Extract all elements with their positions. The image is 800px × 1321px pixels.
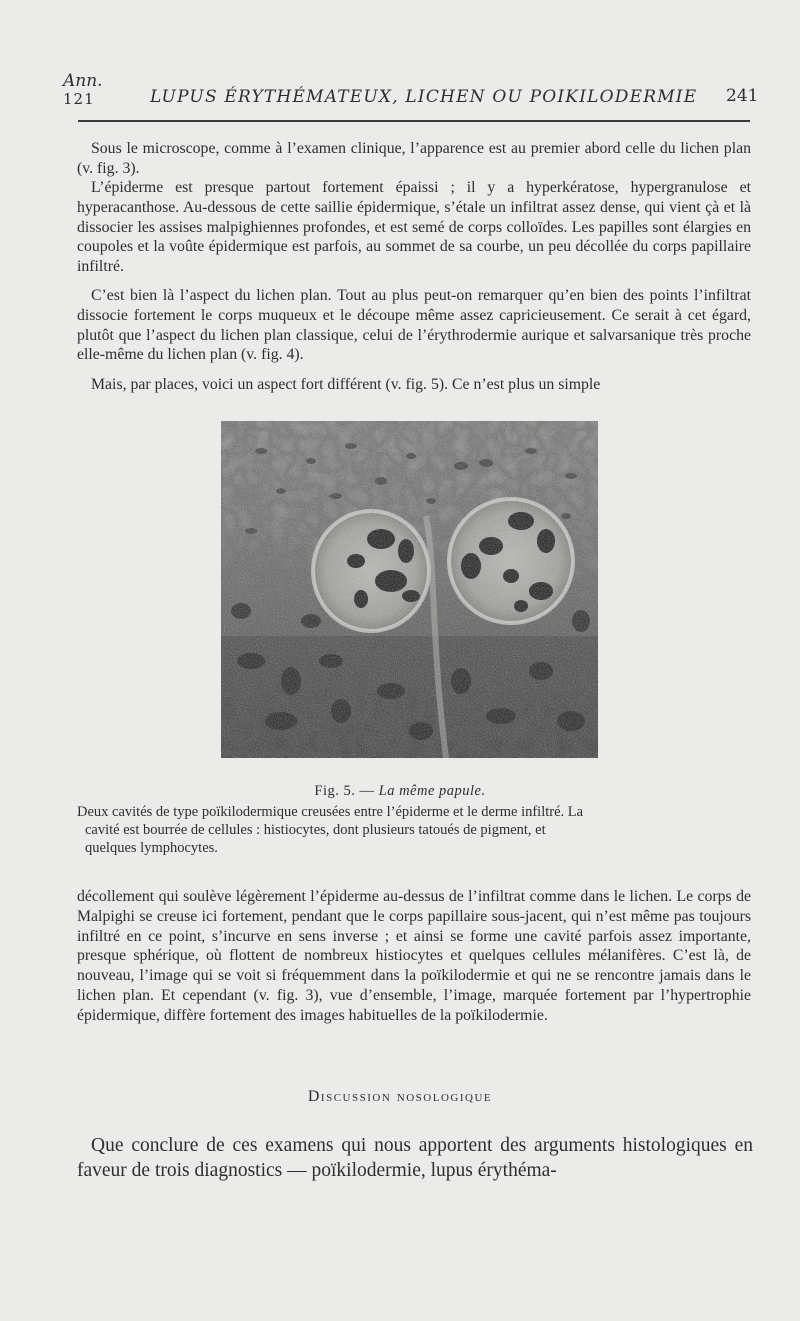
figure-label: Fig. 5. — [314,783,375,799]
figure-legend-line-1: Deux cavités de type poïkilodermique creusées entre l’épiderme et le derme infiltré. La [77,804,584,820]
paragraph-5: décollement qui soulève légèrement l’épiderme au-dessus de l’infiltrat comme dans le lichen. Le corps de Malpighi se creuse ici fortement, pendant que le corps papillaire sous-jacent, qui n’est même pas toujours infiltré en ce point, s’incurve en sens inverse ; et ainsi se forme une cavité parfois assez importante, presque sphérique, où flottent de nombreux histiocytes et quelques cellules mélanifères. C’est là, de nouveau, l’image qui se voit si fréquemment dans la poïkilodermie et qui ne se rencontre jamais dans le lichen plan. Et cependant (v. fig. 3), vue d’ensemble, l’image, marquée fortement par l’hypertrophie épidermique, diffère fortement des images habituelles de la poïkilodermie. [77,888,751,1024]
paragraph-2: L’épiderme est presque partout fortement épaissi ; il y a hyperkératose, hypergranulose et hyperacanthose. Au-dessous de cette saillie épidermique, s’étale un infiltrat assez dense, qui vient çà et là dissocier les assises malpighiennes profondes, et est semé de corps colloïdes. Les papilles sont élargies en coupoles et la voûte épidermique est parfois, au sommet de sa courbe, un peu décollée du corps papillaire infiltré. [77,179,751,276]
page-number: 241 [726,86,759,106]
paragraph-1: Sous le microscope, comme à l’examen clinique, l’apparence est au premier abord celle du lichen plan (v. fig. 3). [77,140,751,177]
figure-title: La même papule. [378,783,486,799]
paragraph-4: Mais, par places, voici un aspect fort différent (v. fig. 5). Ce n’est plus un simple [91,376,601,393]
micrograph-figure [221,421,598,758]
paragraph-6: Que conclure de ces examens qui nous apportent des arguments histologiques en faveur de trois diagnostics — poïkilodermie, lupus érythéma- [77,1135,753,1181]
figure-caption [0,783,800,800]
volume-number: 121 [63,90,95,108]
journal-abbreviation: Ann. [63,71,103,91]
paragraph-3: C’est bien là l’aspect du lichen plan. Tout au plus peut-on remarquer qu’en bien des points l’infiltrat dissocie fortement le corps muqueux et le découpe même assez capricieusement. Ce serait à cet égard, plutôt que l’aspect du lichen plan classique, celui de l’érythrodermie aurique et salvarsanique très proche elle-même du lichen plan (v. fig. 4). [77,287,751,364]
figure-legend-line-2: cavité est bourrée de cellules : histiocytes, dont plusieurs tatoués de pigment, et [85,822,546,838]
figure-legend [77,803,751,857]
journal-reference [63,72,103,108]
figure-legend-line-3: quelques lymphocytes. [85,840,218,856]
header-rule [78,120,750,122]
section-title: Discussion nosologique [307,1088,493,1105]
micrograph-image [221,421,598,758]
running-title: LUPUS ÉRYTHÉMATEUX, LICHEN OU POIKILODERMIE [150,87,698,107]
